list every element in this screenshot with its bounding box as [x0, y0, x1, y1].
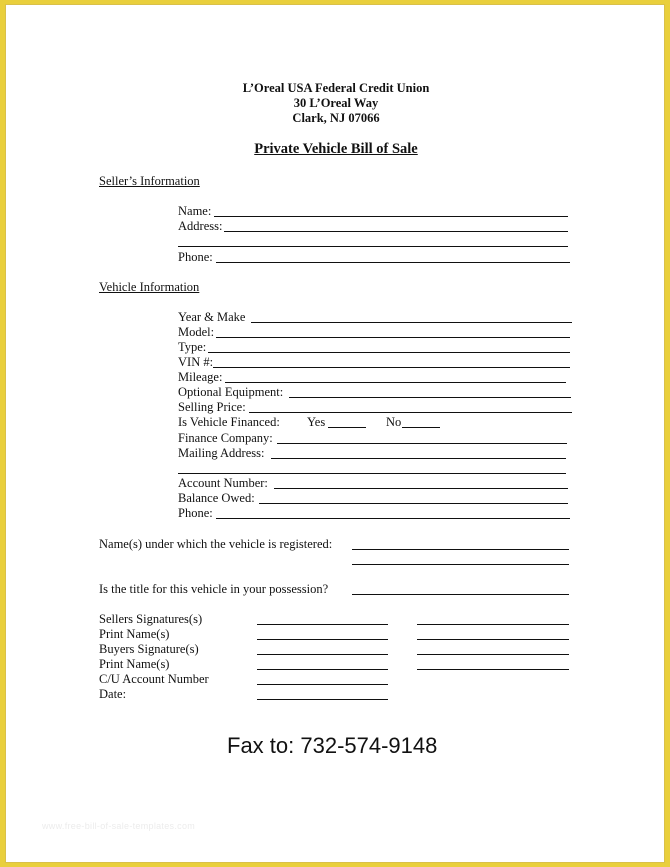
- selling-price-label: Selling Price:: [178, 400, 246, 414]
- org-name: L’Oreal USA Federal Credit Union: [242, 81, 430, 95]
- type-line[interactable]: [208, 352, 570, 353]
- registered-line[interactable]: [352, 549, 569, 550]
- org-city: Clark, NJ 07066: [292, 111, 380, 125]
- fax-number: Fax to: 732-574-9148: [227, 733, 438, 758]
- seller-phone-line[interactable]: [216, 262, 570, 263]
- sellers-signature-label: Sellers Signatures(s): [99, 612, 203, 626]
- sellers-signature-line-2[interactable]: [417, 624, 569, 625]
- sellers-signature-line-1[interactable]: [257, 624, 388, 625]
- financed-yes-line[interactable]: [328, 427, 366, 428]
- buyers-signature-label: Buyers Signature(s): [99, 642, 199, 656]
- financed-yes-label: Yes: [307, 415, 326, 429]
- seller-name-label: Name:: [178, 204, 212, 218]
- print-name-label-2: Print Name(s): [99, 657, 170, 671]
- mileage-line[interactable]: [225, 382, 566, 383]
- seller-address-line-2[interactable]: [178, 246, 568, 247]
- vin-label: VIN #:: [178, 355, 214, 369]
- date-label: Date:: [99, 687, 127, 701]
- print-name-line-2b[interactable]: [417, 669, 569, 670]
- financed-no-line[interactable]: [402, 427, 440, 428]
- account-number-line[interactable]: [274, 488, 568, 489]
- title-line[interactable]: [352, 594, 569, 595]
- seller-name-line[interactable]: [214, 216, 568, 217]
- vehicle-heading: Vehicle Information: [99, 280, 200, 294]
- print-name-line-1a[interactable]: [257, 639, 388, 640]
- registered-question: Name(s) under which the vehicle is registered:: [99, 537, 333, 551]
- seller-heading: Seller’s Information: [99, 174, 200, 188]
- form-title: Private Vehicle Bill of Sale: [254, 141, 418, 157]
- selling-price-line[interactable]: [249, 412, 572, 413]
- print-name-line-2a[interactable]: [257, 669, 388, 670]
- financed-label: Is Vehicle Financed:: [178, 415, 280, 429]
- type-label: Type:: [178, 340, 207, 354]
- buyers-signature-line-2[interactable]: [417, 654, 569, 655]
- mailing-address-label: Mailing Address:: [178, 446, 265, 460]
- year-make-label: Year & Make: [178, 310, 246, 324]
- account-number-label: Account Number:: [178, 476, 268, 490]
- mileage-label: Mileage:: [178, 370, 223, 384]
- seller-phone-label: Phone:: [178, 250, 213, 264]
- buyers-signature-line-1[interactable]: [257, 654, 388, 655]
- title-question: Is the title for this vehicle in your possession?: [99, 582, 329, 596]
- print-name-line-1b[interactable]: [417, 639, 569, 640]
- print-name-label-1: Print Name(s): [99, 627, 170, 641]
- registered-line-2[interactable]: [352, 564, 569, 565]
- mailing-address-line-2[interactable]: [178, 473, 566, 474]
- org-street: 30 L’Oreal Way: [293, 96, 379, 110]
- seller-address-label: Address:: [178, 219, 223, 233]
- watermark-text: www.free-bill-of-sale-templates.com: [42, 821, 196, 831]
- vehicle-phone-line[interactable]: [216, 518, 570, 519]
- bill-of-sale-page: [5, 4, 665, 863]
- balance-owed-label: Balance Owed:: [178, 491, 255, 505]
- year-make-line[interactable]: [251, 322, 572, 323]
- optional-equipment-line[interactable]: [289, 397, 571, 398]
- balance-owed-line[interactable]: [259, 503, 568, 504]
- seller-address-line[interactable]: [224, 231, 568, 232]
- mailing-address-line[interactable]: [271, 458, 566, 459]
- optional-equipment-label: Optional Equipment:: [178, 385, 284, 399]
- model-line[interactable]: [216, 337, 570, 338]
- vehicle-phone-label: Phone:: [178, 506, 213, 520]
- date-line[interactable]: [257, 699, 388, 700]
- cu-account-line[interactable]: [257, 684, 388, 685]
- cu-account-label: C/U Account Number: [99, 672, 209, 686]
- financed-no-label: No: [386, 415, 402, 429]
- finance-company-line[interactable]: [277, 443, 567, 444]
- model-label: Model:: [178, 325, 215, 339]
- vin-line[interactable]: [213, 367, 570, 368]
- finance-company-label: Finance Company:: [178, 431, 273, 445]
